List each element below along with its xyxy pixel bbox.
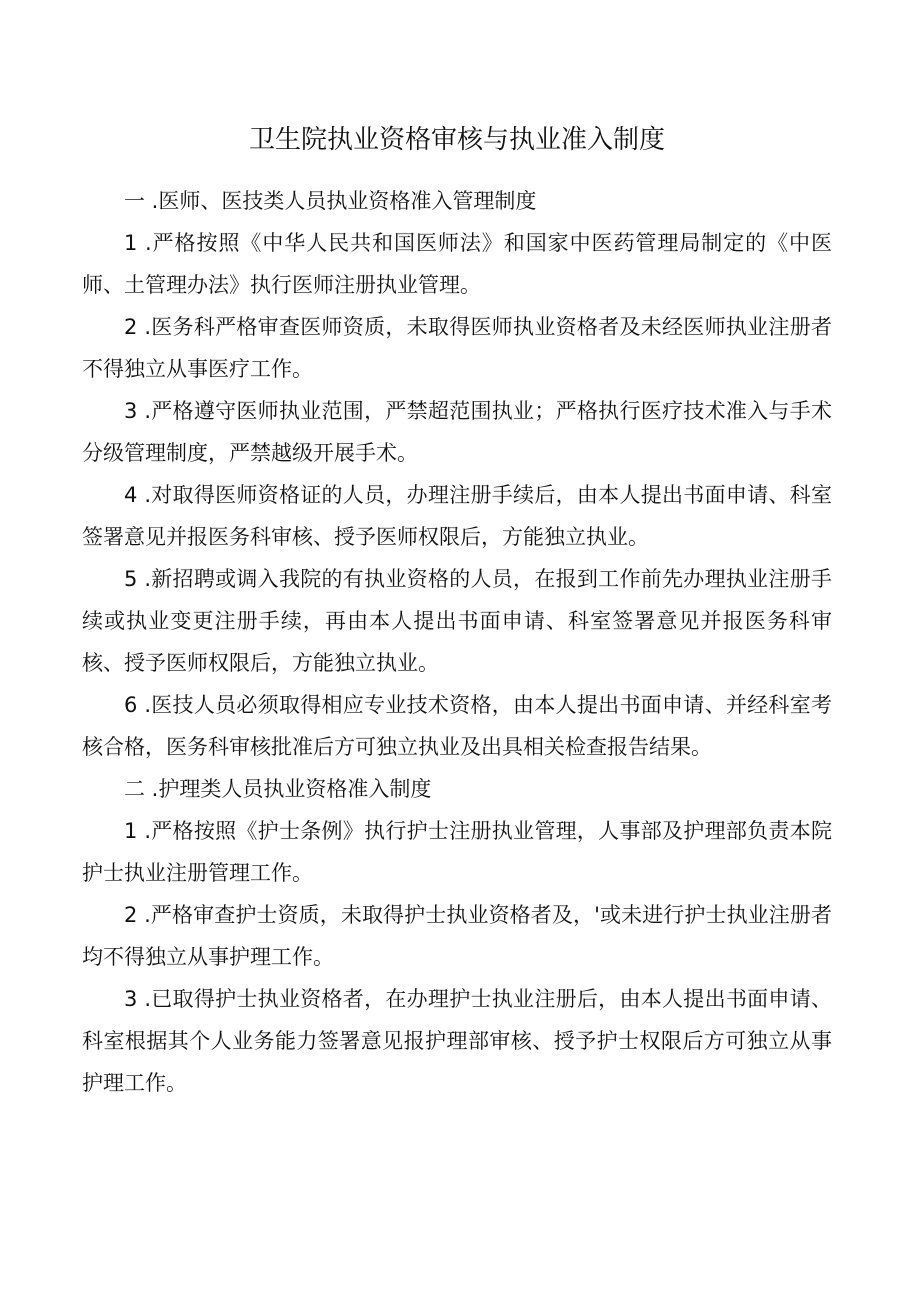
paragraph: 1 .严格按照《中华人民共和国医师法》和国家中医药管理局制定的《中医师、土管理办法》执行医师注册执业管理。: [82, 231, 832, 297]
paragraph: 2 .严格审查护士资质，未取得护士执业资格者及，'或未进行护士执业注册者均不得独立从事护理工作。: [82, 903, 832, 969]
document-title: 卫生院执业资格审核与执业准入制度: [248, 125, 665, 155]
section-heading: 二 .护理类人员执业资格准入制度: [124, 777, 432, 801]
section-heading: 一 .医师、医技类人员执业资格准入管理制度: [124, 189, 537, 213]
paragraph: 5 .新招聘或调入我院的有执业资格的人员，在报到工作前先办理执业注册手续或执业变更注册手续，再由本人提出书面申请、科室签署意见并报医务科审核、授予医师权限后，方能独立执业。: [82, 567, 832, 675]
paragraph: 2 .医务科严格审查医师资质，未取得医师执业资格者及未经医师执业注册者不得独立从事医疗工作。: [82, 315, 832, 381]
paragraph: 6 .医技人员必须取得相应专业技术资格，由本人提出书面申请、并经科室考核合格，医务科审核批准后方可独立执业及出具相关检查报告结果。: [82, 693, 832, 759]
paragraph: 4 .对取得医师资格证的人员，办理注册手续后，由本人提出书面申请、科室签署意见并报医务科审核、授予医师权限后，方能独立执业。: [82, 483, 832, 549]
paragraph: 3 .严格遵守医师执业范围，严禁超范围执业；严格执行医疗技术准入与手术分级管理制度，严禁越级开展手术。: [82, 399, 832, 465]
paragraph: 3 .已取得护士执业资格者，在办理护士执业注册后，由本人提出书面申请、科室根据其个人业务能力签署意见报护理部审核、授予护士权限后方可独立从事护理工作。: [82, 987, 832, 1095]
paragraph: 1 .严格按照《护士条例》执行护士注册执业管理，人事部及护理部负责本院护士执业注册管理工作。: [82, 819, 832, 885]
